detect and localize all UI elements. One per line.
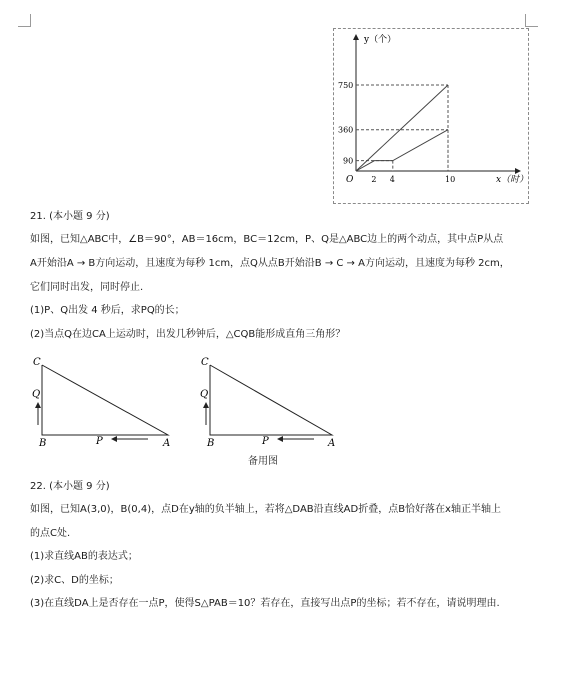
- x-axis-label: x（时）: [496, 175, 529, 185]
- y-tick-label-90: 90: [343, 156, 354, 166]
- origin-label: O: [346, 175, 354, 185]
- y-tick-label-750: 750: [338, 80, 354, 90]
- triangle-abc: [42, 365, 168, 435]
- triangle-figure-main: [30, 355, 180, 450]
- label-b-backup: B: [207, 438, 215, 449]
- page-corner-mark-left: [18, 14, 31, 27]
- q22-heading: 22. (本小题 9 分): [30, 481, 110, 492]
- x-tick-label-2: 2: [371, 175, 377, 184]
- q21-text-line2: A开始沿A → B方向运动，且速度为每秒 1cm，点Q从点B开始沿B → C → A方向运动，且速度为每秒 2cm，: [30, 258, 510, 269]
- q21-part1: (1)P、Q出发 4 秒后，求PQ的长；: [30, 305, 185, 316]
- triangle-figure-backup: [198, 355, 348, 450]
- q21-text-line3: 它们同时出发，同时停止.: [30, 282, 144, 293]
- label-p: P: [96, 436, 103, 447]
- graph-series-line-1: [356, 85, 448, 171]
- label-c-backup: C: [201, 357, 209, 368]
- page-corner-mark-right: [525, 14, 538, 27]
- label-q-backup: Q: [200, 389, 209, 400]
- label-q: Q: [32, 389, 41, 400]
- label-a: A: [163, 438, 171, 449]
- function-graph: [333, 28, 529, 204]
- label-p-backup: P: [262, 436, 269, 447]
- x-tick-label-10: 10: [445, 175, 456, 184]
- graph-series-line-2: [356, 130, 448, 171]
- y-tick-label-360: 360: [338, 125, 354, 135]
- graph-canvas: [334, 29, 530, 205]
- q22-part2: (2)求C、D的坐标；: [30, 575, 119, 586]
- q22-part1: (1)求直线AB的表达式；: [30, 551, 138, 562]
- y-axis-label: y（个）: [364, 35, 397, 45]
- q21-part2: (2)当点Q在边CA上运动时，出发几秒钟后，△CQB能形成直角三角形？: [30, 329, 346, 340]
- triangle-abc-backup: [210, 365, 332, 435]
- label-c: C: [33, 357, 41, 368]
- backup-figure-caption: 备用图: [248, 456, 278, 467]
- q22-text-line2: 的点C处.: [30, 528, 71, 539]
- q21-heading: 21. (本小题 9 分): [30, 211, 110, 222]
- q22-text-line1: 如图，已知A(3,0)，B(0,4)，点D在y轴的负半轴上，若将△DAB沿直线AD折叠，点B恰好落在x轴正半轴上: [30, 504, 501, 515]
- label-b: B: [39, 438, 47, 449]
- x-tick-label-4: 4: [389, 175, 395, 184]
- label-a-backup: A: [328, 438, 336, 449]
- q22-part3: (3)在直线DA上是否存在一点P，使得S△PAB＝10？若存在，直接写出点P的坐标；若不存在，请说明理由.: [30, 598, 500, 609]
- q21-text-line1: 如图，已知△ABC中，∠B＝90°，AB＝16cm，BC＝12cm，P、Q是△ABC边上的两个动点，其中点P从点: [30, 234, 504, 245]
